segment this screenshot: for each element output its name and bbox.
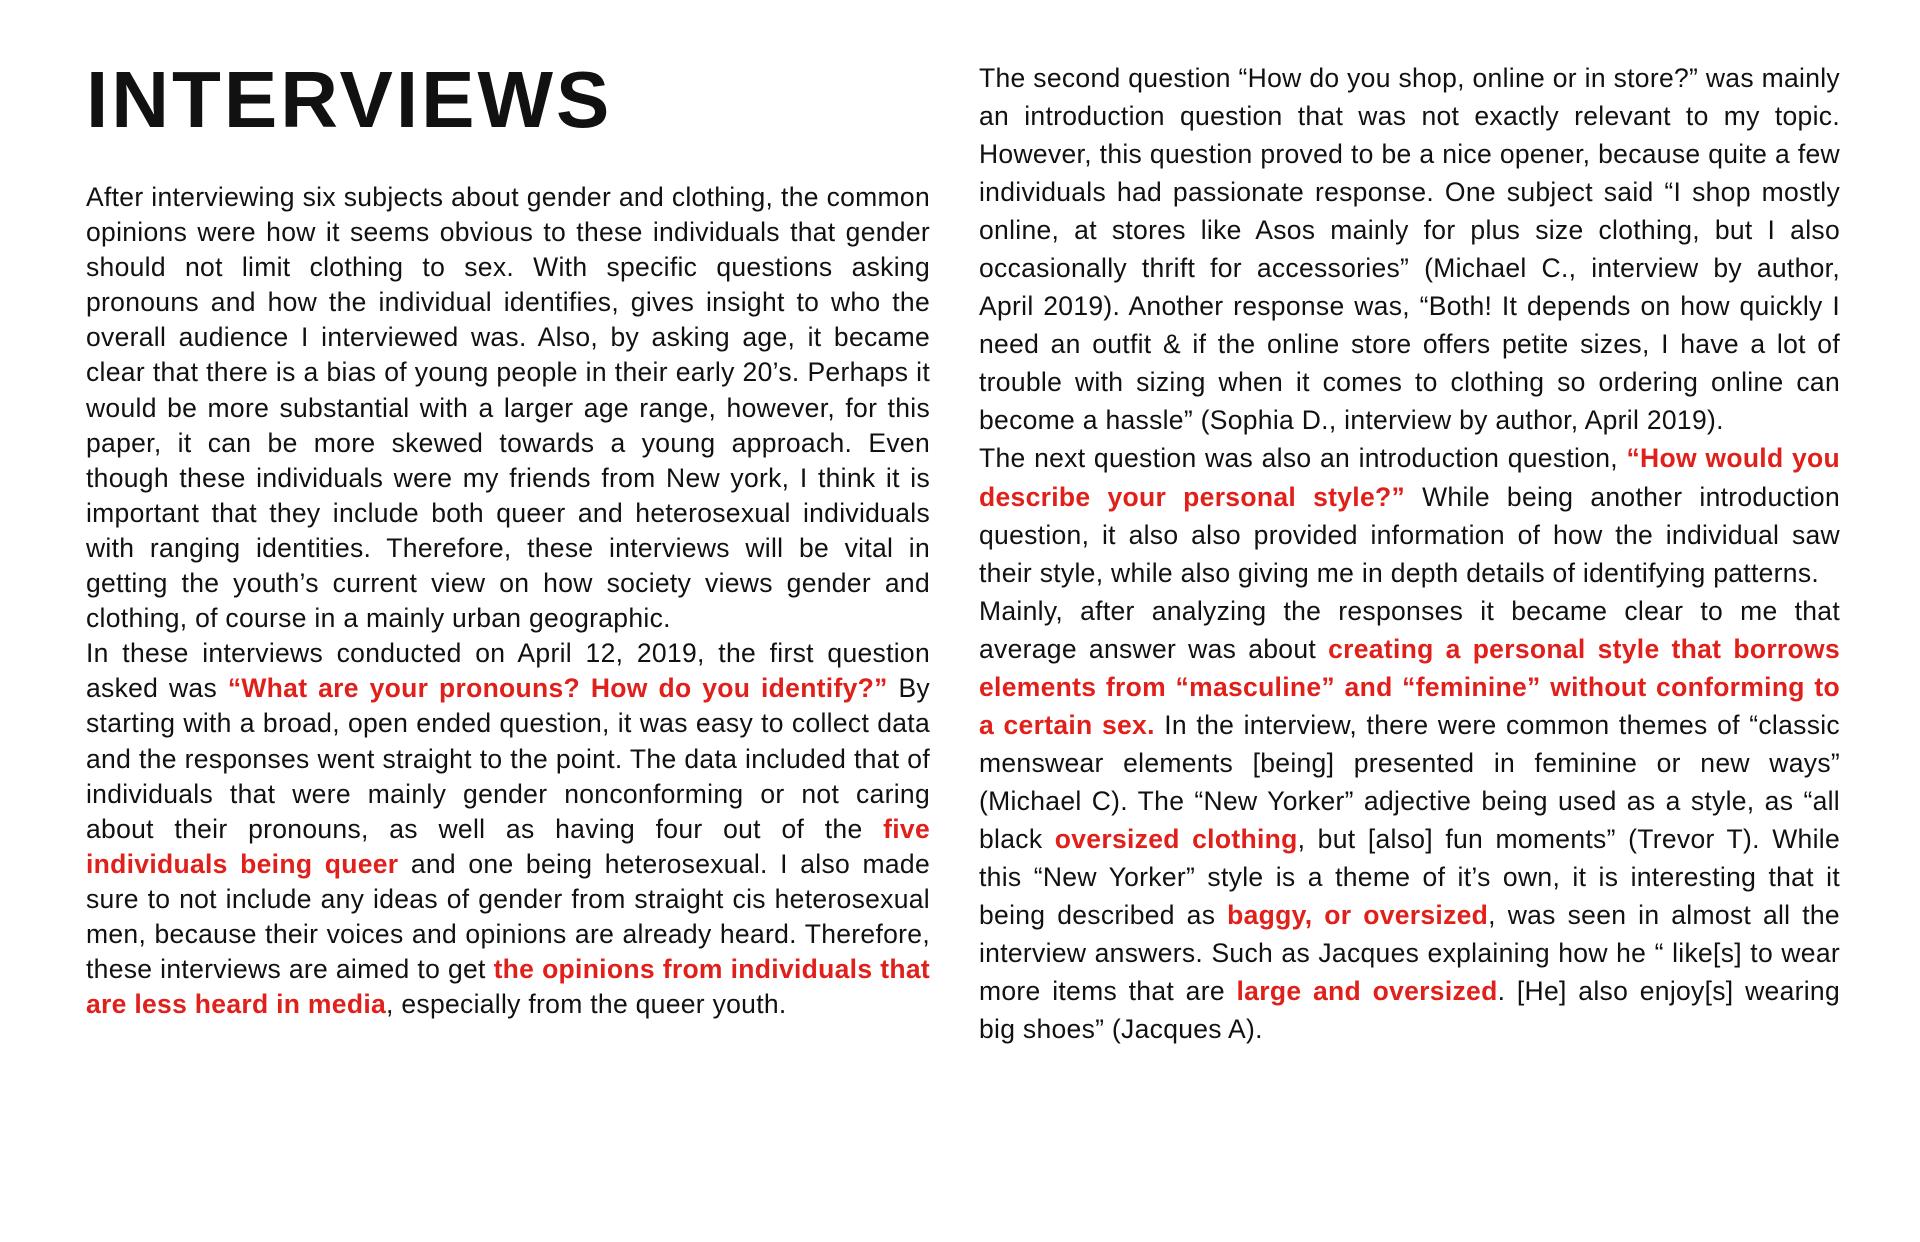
highlight-large-oversized: large and oversized	[1236, 976, 1498, 1007]
highlight-baggy-oversized: baggy, or oversized	[1227, 900, 1489, 931]
paragraph-text: In the interview, there were common themes of “classic menswear elements [being] presented in feminine or new ways” (Michael C). The “New Yorker” adjective being used as a style, as “all black	[979, 709, 1840, 854]
second-question-paragraph	[979, 59, 1840, 439]
paragraph-text: While being another introduction question, it also also provided information of how the individual saw their style, while also giving me in depth details of identifying patterns.	[979, 481, 1840, 588]
paragraph-text: In these interviews conducted on April 12, 2019, the first question asked was	[86, 638, 930, 704]
highlight-style-question: “How would you describe your personal style?”	[979, 443, 1841, 512]
highlight-five-queer: five individuals being queer	[86, 813, 930, 879]
paragraph-text: , was seen in almost all the interview answers. Such as Jacques explaining how he “ like[s] to wear more items that are	[979, 900, 1840, 1007]
highlight-personal-style: creating a personal style that borrows elements from “masculine” and “feminine” without conforming to a certain sex.	[979, 633, 1840, 740]
paragraph-text: Mainly, after analyzing the responses it became clear to me that average answer was about	[979, 595, 1840, 664]
paragraph-text: The next question was also an introduction question,	[979, 443, 1627, 474]
style-question-paragraph	[979, 439, 1840, 591]
paragraph-text: , but [also] fun moments” (Trevor T). While this “New Yorker” style is a theme of it’s own, it is interesting that it being described as	[979, 823, 1840, 931]
paragraph-text: . [He] also enjoy[s] wearing big shoes” (Jacques A).	[979, 976, 1840, 1045]
highlight-oversized-clothing: oversized clothing	[1054, 823, 1298, 854]
paragraph-text: The second question “How do you shop, online or in store?” was mainly an introduction question that was not exactly relevant to my topic. However, this question proved to be a nice opener, because quite a few individuals had passionate response. One subject said “I shop mostly online, at stores like Asos mainly for plus size clothing, but I also occasionally thrift for accessories” (Michael C., interview by author, April 2019). Another response was, “Both! It depends on how quickly I need an outfit & if the online store offers petite sizes, I have a lot of trouble with sizing when it comes to clothing so ordering online can become a hassle” (Sophia D., interview by author, April 2019).	[979, 63, 1840, 436]
paragraph-text: , especially from the queer youth.	[386, 989, 787, 1020]
intro-paragraph-text: After interviewing six subjects about gender and clothing, the common opinions were how it seems obvious to these individuals that gender should not limit clothing to sex. With specific questions asking pronouns and how the individual identifies, gives insight to who the overall audience I interviewed was. Also, by asking age, it became clear that there is a bias of young people in their early 20’s. Perhaps it would be more substantial with a larger age range, however, for this paper, it can be more skewed towards a young approach. Even though these individuals were my friends from New york, I think it is important that they include both queer and heterosexual individuals with ranging identities. Therefore, these interviews will be vital in getting the youth’s current view on how society views gender and clothing, of course in a mainly urban geographic.	[86, 182, 930, 634]
highlight-less-heard: the opinions from individuals that are less heard in media	[86, 954, 930, 1020]
left-column	[86, 180, 930, 1022]
analysis-paragraph	[979, 592, 1840, 1049]
paragraph-text: and one being heterosexual. I also made sure to not include any ideas of gender from straight cis heterosexual men, because their voices and opinions are already heard. Therefore, these interviews are aimed to get	[86, 848, 930, 985]
paragraph-text: By starting with a broad, open ended question, it was easy to collect data and the responses went straight to the point. The data included that of individuals that were mainly gender nonconforming or not caring about their pronouns, as well as having four out of the	[86, 673, 930, 844]
intro-paragraph	[86, 180, 930, 636]
page-title: INTERVIEWS	[86, 55, 613, 144]
first-question-paragraph	[86, 636, 930, 1022]
highlight-pronouns-question: “What are your pronouns? How do you identify?”	[227, 673, 888, 704]
right-column	[979, 59, 1840, 1048]
